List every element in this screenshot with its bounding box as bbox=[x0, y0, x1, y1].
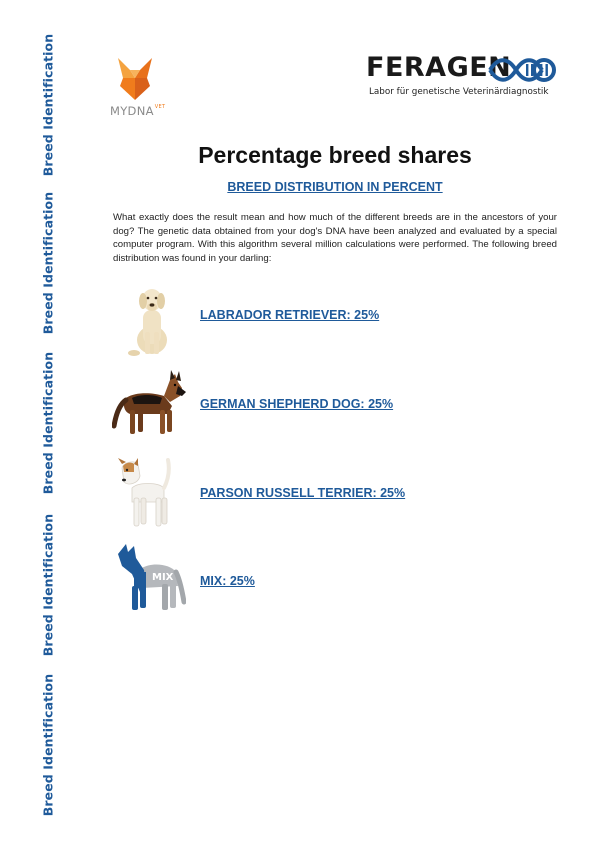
intro-paragraph: What exactly does the result mean and how much of the different breeds are in the ancestors of your dog? The genetic data obtained from your dog's DNA have been analyzed and evaluated by a special computer program. With this algorithm several million calculations were performed. The following breed distribution was found in your darling: bbox=[113, 212, 557, 264]
breed-label-mix: MIX: 25% bbox=[200, 574, 255, 588]
side-label: Breed Identification bbox=[40, 513, 56, 657]
page-title: Percentage breed shares bbox=[198, 142, 472, 168]
labrador-icon bbox=[124, 282, 176, 358]
breed-label-terrier: PARSON RUSSELL TERRIER: 25% bbox=[200, 486, 406, 500]
dna-icon bbox=[486, 55, 558, 85]
mix-badge: MIX bbox=[152, 572, 174, 583]
side-label: Breed Identification bbox=[40, 351, 56, 495]
terrier-icon bbox=[114, 458, 176, 528]
mydna-wordmark: $MYDNA^{VET}$ bbox=[110, 104, 166, 118]
feragen-tagline: Labor für genetische Veterinärdiagnostik bbox=[369, 87, 549, 97]
side-label: Breed Identification bbox=[40, 33, 56, 177]
german-shepherd-icon bbox=[112, 370, 188, 438]
feragen-wordmark: FERAGEN bbox=[366, 52, 512, 83]
breed-label-german-shepherd: GERMAN SHEPHERD DOG: 25% bbox=[200, 397, 394, 411]
mix-dog-icon bbox=[112, 542, 186, 614]
side-label: Breed Identification bbox=[40, 191, 56, 335]
side-label: Breed Identification bbox=[40, 673, 56, 817]
fox-icon bbox=[116, 56, 154, 102]
section-subtitle: BREED DISTRIBUTION IN PERCENT bbox=[227, 180, 443, 194]
mydna-logo bbox=[110, 56, 190, 120]
breed-label-labrador: LABRADOR RETRIEVER: 25% bbox=[200, 308, 380, 322]
feragen-logo bbox=[366, 52, 558, 106]
